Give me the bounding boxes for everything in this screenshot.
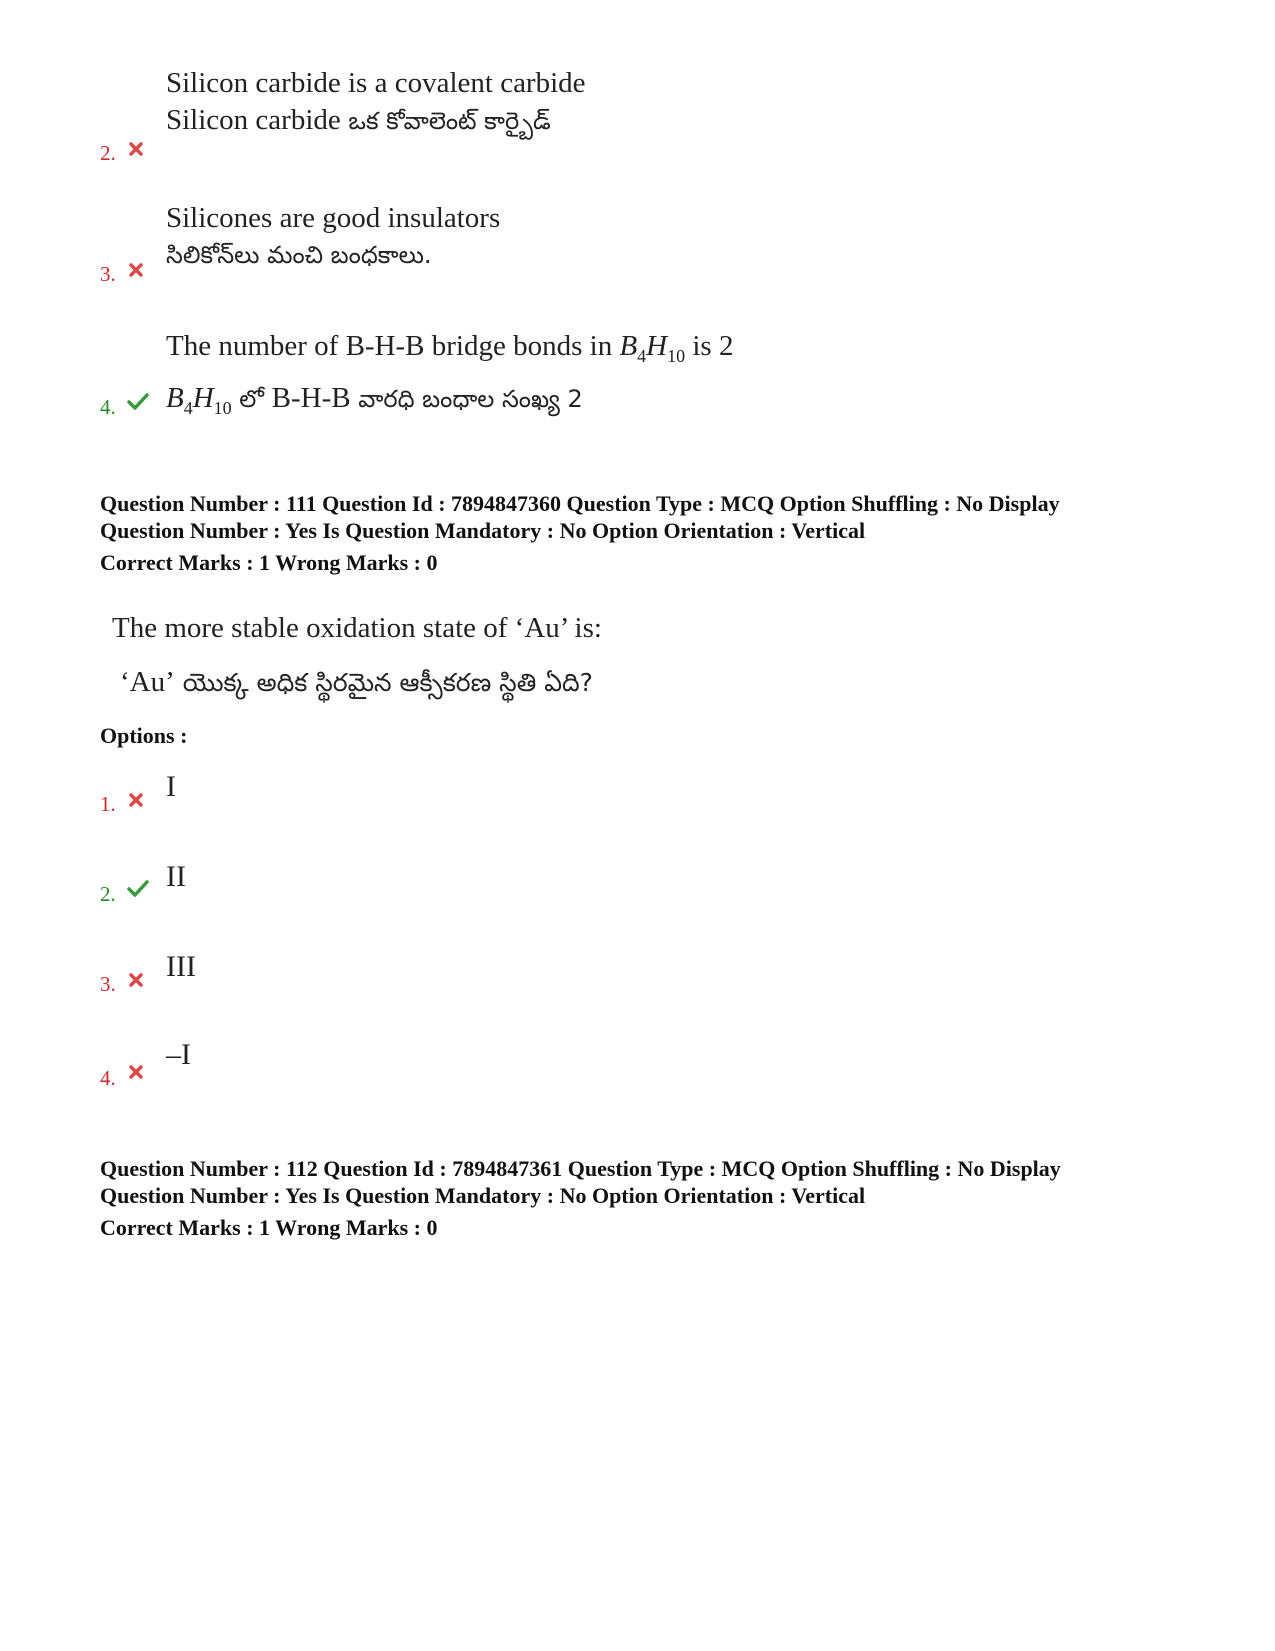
option-text: III (166, 950, 196, 983)
question-text-te-part: యొక్క అధిక స్థిరమైన ఆక్సీకరణ స్థితి ఏది? (174, 668, 593, 697)
option-text-en: is 2 (685, 330, 734, 362)
meta-line-2: Question Number : Yes Is Question Mandatory : No Option Orientation : Vertical (100, 1183, 866, 1208)
formula-symbol: B (619, 330, 638, 362)
option-text-en: The number of B-H-B bridge bonds in (166, 330, 620, 362)
formula-symbol: H (192, 381, 214, 414)
option-number: 3. (100, 262, 116, 286)
option-number: 1. (100, 792, 116, 816)
options-label: Options : (100, 723, 188, 748)
option-text-te: వారధి బంధాల సంఖ్య 2 (350, 384, 583, 413)
meta-marks: Correct Marks : 1 Wrong Marks : 0 (100, 550, 438, 575)
formula-subscript: 10 (667, 345, 686, 366)
meta-marks: Correct Marks : 1 Wrong Marks : 0 (100, 1215, 438, 1240)
question-111-text-en: The more stable oxidation state of ‘Au’ is: (112, 612, 602, 644)
option-text-en: B-H-B (271, 381, 351, 414)
question-111-meta (100, 490, 1060, 576)
option-number: 2. (100, 882, 116, 906)
cross-icon (126, 260, 146, 280)
cross-icon (126, 790, 146, 810)
option-number: 3. (100, 972, 116, 996)
cross-icon (126, 1062, 146, 1082)
question-112-meta (100, 1155, 1061, 1241)
meta-line-1: Question Number : 111 Question Id : 7894847360 Question Type : MCQ Option Shuffling : No Display (100, 491, 1060, 516)
formula-symbol: B (166, 381, 184, 414)
option-text-te: సిలికోన్‌లు మంచి బంధకాలు. (166, 241, 432, 269)
cross-icon (126, 139, 146, 159)
option-text-te: లో (231, 384, 272, 413)
option-text-en-2: Silicon carbide (166, 104, 341, 136)
question-text-en-part: ‘Au’ (120, 666, 175, 698)
option-number: 2. (100, 141, 116, 165)
option-number: 4. (100, 1066, 116, 1090)
option-text-te: ఒక కోవాలెంట్ కార్బైడ్ (340, 107, 551, 135)
formula-subscript: 10 (213, 397, 232, 418)
formula-subscript: 4 (637, 345, 647, 366)
meta-line-1: Question Number : 112 Question Id : 7894847361 Question Type : MCQ Option Shuffling : No Display (100, 1156, 1061, 1181)
option-content (166, 65, 586, 140)
meta-line-2: Question Number : Yes Is Question Mandatory : No Option Orientation : Vertical (100, 518, 866, 543)
option-text: –I (166, 1038, 191, 1071)
option-text: I (166, 770, 176, 803)
check-icon (126, 878, 150, 898)
check-icon (126, 391, 150, 411)
formula-subscript: 4 (183, 397, 193, 418)
option-content (166, 325, 733, 429)
formula-symbol: H (646, 330, 668, 362)
option-content (166, 200, 500, 274)
option-text: II (166, 860, 186, 893)
option-text-en: Silicon carbide is a covalent carbide (166, 67, 586, 99)
cross-icon (126, 970, 146, 990)
option-text-en: Silicones are good insulators (166, 202, 501, 234)
question-111-text-te (120, 666, 593, 704)
option-number: 4. (100, 395, 116, 419)
